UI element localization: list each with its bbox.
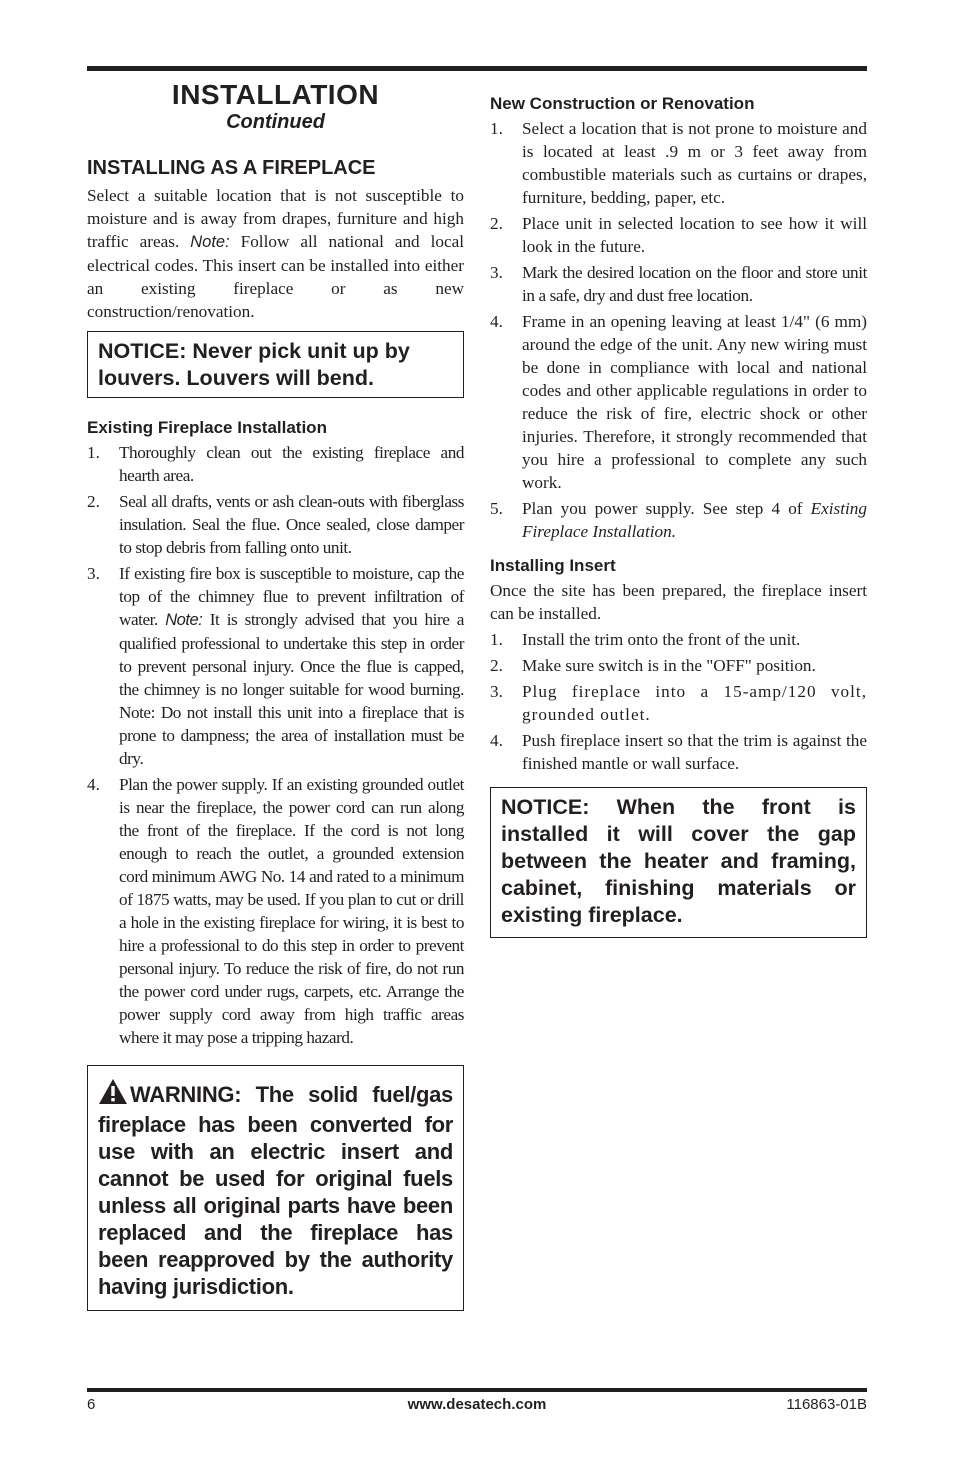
section-title: INSTALLATION <box>171 79 380 110</box>
warning-text: WARNING: The solid fuel/gas fireplace has been converted for use with an electric insert and cannot be used for original fuels unless all original parts have been replaced and the fireplace has been reapproved by the authority having jurisdiction. <box>98 1082 453 1299</box>
list-item: 1. Thoroughly clean out the existing fireplace and hearth area. <box>87 443 464 485</box>
existing-steps-list <box>87 441 464 1049</box>
new-construction-heading: New Construction or Renovation <box>490 94 755 113</box>
right-column <box>490 93 867 938</box>
list-item: 1. Select a location that is not prone to moisture and is located at least .9 m or 3 feet away from combustible materials such as curtains or drapes, furniture, bedding, paper, etc. <box>490 119 867 207</box>
list-item: 4. Plan the power supply. If an existing grounded outlet is near the fireplace, the power cord can run along the front of the fireplace. If the cord is not long enough to reach the outlet, a grounded extension cord minimum AWG No. 14 and rated to a minimum of 1875 watts, may be used. If you plan to cut or drill a hole in the existing fireplace for wiring, it is best to hire a professional to do this step in order to prevent personal injury. To reduce the risk of fire, do not run the power cord under rugs, carpets, etc. Arrange the power supply cord away from high traffic areas where it may pose a tripping hazard. <box>87 775 464 1047</box>
list-item: 1. Install the trim onto the front of the unit. <box>490 630 801 649</box>
list-item: 2. Place unit in selected location to see how it will look in the future. <box>490 214 867 256</box>
existing-fireplace-heading: Existing Fireplace Installation <box>87 418 327 437</box>
warning-triangle-icon <box>98 1078 128 1111</box>
list-item: 2. Seal all drafts, vents or ash clean-outs with fiberglass insulation. Seal the flue. Once sealed, close damper to stop debris from falling onto unit. <box>87 492 464 557</box>
intro-text-a: Select a suitable location that is not susceptible to moisture and is away from drapes, furniture and high traffic areas. <box>87 186 464 251</box>
intro-note-label: Note: <box>190 233 230 251</box>
page-number: 6 <box>87 1396 96 1413</box>
list-item: 3. If existing fire box is susceptible to moisture, cap the top of the chimney flue to prevent infiltration of water. Note: It is strongly advised that you hire a qualified professional to undertake this step in order to prevent personal injury. Once the flue is capped, the chimney is no longer suitable for wood burning. Note: Do not install this unit into a fireplace that is prone to dampness; the area of installation must be dry. <box>87 564 464 768</box>
notice-louvers: NOTICE: Never pick unit up by louvers. Louvers will bend. <box>87 331 464 398</box>
list-item: 2. Make sure switch is in the "OFF" position. <box>490 656 816 675</box>
bottom-rule <box>87 1388 867 1392</box>
new-construction-steps <box>490 117 867 543</box>
list-item: 3. Plug fireplace into a 15-amp/120 volt, grounded outlet. <box>490 682 867 724</box>
notice-front-gap: NOTICE: When the front is installed it will cover the gap between the heater and framing, cabinet, finishing materials or existing fireplace. <box>490 787 867 938</box>
insert-intro: Once the site has been prepared, the fireplace insert can be installed. <box>490 581 867 623</box>
section-subtitle: Continued <box>226 111 325 133</box>
document-code: 116863-01B <box>786 1396 867 1413</box>
list-item: 3. Mark the desired location on the floor and store unit in a safe, dry and dust free location. <box>490 263 867 305</box>
fireplace-intro <box>87 184 464 323</box>
left-column <box>87 80 464 1311</box>
fireplace-heading: INSTALLING AS A FIREPLACE <box>87 157 376 179</box>
warning-box <box>87 1065 464 1311</box>
footer-url: www.desatech.com <box>407 1396 547 1413</box>
list-item: 4. Frame in an opening leaving at least 1/4" (6 mm) around the edge of the unit. Any new wiring must be done in compliance with local and national codes and other applicable regulations in order to reduce the risk of fire, electric shock or other injuries. Therefore, it strongly recommended that you hire a professional to complete any such work. <box>490 312 867 492</box>
insert-steps <box>490 628 867 775</box>
list-item: 5. Plan you power supply. See step 4 of Existing Fireplace Installation. <box>490 499 867 541</box>
installing-insert-heading: Installing Insert <box>490 556 616 575</box>
top-rule <box>87 66 867 71</box>
intro-text-b: Follow all national and local electrical codes. This insert can be installed into either an existing fireplace or as new construction/renovation. <box>87 232 465 321</box>
list-item: 4. Push fireplace insert so that the trim is against the finished mantle or wall surface. <box>490 731 867 773</box>
